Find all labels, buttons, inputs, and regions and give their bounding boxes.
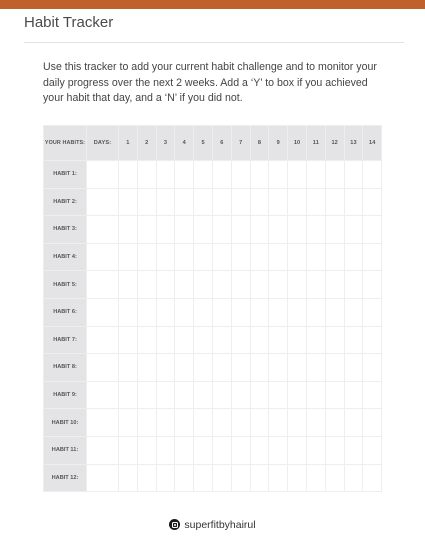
day-cell[interactable] (363, 437, 381, 464)
day-cell[interactable] (288, 327, 306, 354)
habit-name-cell[interactable] (87, 382, 118, 409)
day-cell[interactable] (363, 271, 381, 298)
day-cell[interactable] (119, 382, 137, 409)
day-cell[interactable] (363, 299, 381, 326)
day-cell[interactable] (157, 409, 175, 436)
day-cell[interactable] (345, 354, 363, 381)
table-row (44, 244, 381, 271)
day-cell[interactable] (232, 216, 250, 243)
day-cell[interactable] (157, 437, 175, 464)
day-cell[interactable] (175, 299, 193, 326)
day-cell[interactable] (157, 382, 175, 409)
day-cell[interactable] (119, 437, 137, 464)
day-cell[interactable] (175, 161, 193, 188)
day-cell[interactable] (307, 437, 325, 464)
day-header-13: 13 (345, 126, 363, 160)
day-header-7: 7 (232, 126, 250, 160)
day-cell[interactable] (213, 161, 231, 188)
day-cell[interactable] (213, 354, 231, 381)
day-cell[interactable] (138, 271, 156, 298)
day-cell[interactable] (213, 409, 231, 436)
day-cell[interactable] (194, 437, 212, 464)
day-cell[interactable] (326, 299, 344, 326)
day-cell[interactable] (194, 382, 212, 409)
day-cell[interactable] (119, 409, 137, 436)
day-cell[interactable] (157, 271, 175, 298)
day-cell[interactable] (345, 327, 363, 354)
day-cell[interactable] (157, 465, 175, 492)
day-cell[interactable] (213, 437, 231, 464)
day-cell[interactable] (194, 354, 212, 381)
day-cell[interactable] (138, 465, 156, 492)
day-cell[interactable] (138, 161, 156, 188)
day-header-12: 12 (326, 126, 344, 160)
day-cell[interactable] (363, 382, 381, 409)
day-cell[interactable] (157, 299, 175, 326)
day-cell[interactable] (232, 161, 250, 188)
habit-row-label: HABIT 3: (44, 216, 86, 243)
habit-row-label: HABIT 6: (44, 299, 86, 326)
day-cell[interactable] (345, 299, 363, 326)
day-cell[interactable] (232, 327, 250, 354)
day-cell[interactable] (175, 327, 193, 354)
habit-name-cell[interactable] (87, 161, 118, 188)
day-cell[interactable] (307, 409, 325, 436)
day-cell[interactable] (288, 354, 306, 381)
day-cell[interactable] (345, 271, 363, 298)
day-cell[interactable] (288, 161, 306, 188)
day-cell[interactable] (213, 299, 231, 326)
day-cell[interactable] (119, 161, 137, 188)
footer (0, 519, 425, 531)
day-cell[interactable] (232, 271, 250, 298)
habit-name-cell[interactable] (87, 465, 118, 492)
day-cell[interactable] (345, 382, 363, 409)
day-cell[interactable] (345, 465, 363, 492)
day-cell[interactable] (326, 327, 344, 354)
day-cell[interactable] (326, 465, 344, 492)
day-cell[interactable] (269, 271, 287, 298)
habit-name-cell[interactable] (87, 244, 118, 271)
days-column-header: DAYS: (87, 126, 118, 160)
day-cell[interactable] (157, 216, 175, 243)
day-cell[interactable] (269, 244, 287, 271)
day-cell[interactable] (194, 216, 212, 243)
day-cell[interactable] (251, 216, 269, 243)
day-cell[interactable] (232, 299, 250, 326)
table-row (44, 271, 381, 298)
day-cell[interactable] (326, 382, 344, 409)
day-cell[interactable] (157, 189, 175, 216)
day-cell[interactable] (251, 409, 269, 436)
day-cell[interactable] (194, 271, 212, 298)
day-cell[interactable] (194, 161, 212, 188)
day-cell[interactable] (138, 189, 156, 216)
day-header-1: 1 (119, 126, 137, 160)
day-cell[interactable] (307, 244, 325, 271)
day-cell[interactable] (363, 244, 381, 271)
day-cell[interactable] (232, 189, 250, 216)
day-cell[interactable] (251, 189, 269, 216)
footer-handle: superfitbyhairul (184, 519, 256, 531)
top-accent-bar (0, 0, 425, 9)
day-cell[interactable] (288, 437, 306, 464)
title-divider (24, 42, 404, 43)
page-title: Habit Tracker (24, 14, 114, 31)
day-cell[interactable] (307, 465, 325, 492)
day-header-9: 9 (269, 126, 287, 160)
day-cell[interactable] (251, 299, 269, 326)
table-row (44, 465, 381, 492)
day-cell[interactable] (345, 437, 363, 464)
day-cell[interactable] (269, 382, 287, 409)
day-cell[interactable] (213, 189, 231, 216)
day-header-8: 8 (251, 126, 269, 160)
day-cell[interactable] (363, 409, 381, 436)
day-cell[interactable] (326, 244, 344, 271)
day-cell[interactable] (119, 327, 137, 354)
day-header-14: 14 (363, 126, 381, 160)
day-cell[interactable] (307, 382, 325, 409)
day-cell[interactable] (363, 161, 381, 188)
day-cell[interactable] (326, 271, 344, 298)
table-row (44, 299, 381, 326)
habit-name-cell[interactable] (87, 216, 118, 243)
day-cell[interactable] (175, 437, 193, 464)
day-cell[interactable] (251, 437, 269, 464)
day-cell[interactable] (326, 161, 344, 188)
day-header-3: 3 (157, 126, 175, 160)
habit-row-label: HABIT 1: (44, 161, 86, 188)
day-cell[interactable] (119, 189, 137, 216)
day-cell[interactable] (251, 327, 269, 354)
day-cell[interactable] (307, 271, 325, 298)
habit-row-label: HABIT 9: (44, 382, 86, 409)
habit-name-cell[interactable] (87, 271, 118, 298)
day-cell[interactable] (326, 437, 344, 464)
day-cell[interactable] (269, 327, 287, 354)
day-cell[interactable] (194, 244, 212, 271)
day-cell[interactable] (138, 299, 156, 326)
day-cell[interactable] (194, 189, 212, 216)
day-cell[interactable] (213, 244, 231, 271)
day-cell[interactable] (269, 216, 287, 243)
table-row (44, 354, 381, 381)
day-cell[interactable] (288, 409, 306, 436)
day-cell[interactable] (175, 189, 193, 216)
day-cell[interactable] (307, 299, 325, 326)
day-cell[interactable] (232, 465, 250, 492)
day-cell[interactable] (251, 271, 269, 298)
day-cell[interactable] (363, 189, 381, 216)
habit-name-cell[interactable] (87, 299, 118, 326)
table-row (44, 189, 381, 216)
habit-name-cell[interactable] (87, 189, 118, 216)
habits-column-header: YOUR HABITS: (44, 126, 86, 160)
day-cell[interactable] (213, 216, 231, 243)
day-cell[interactable] (251, 465, 269, 492)
day-cell[interactable] (119, 271, 137, 298)
day-cell[interactable] (363, 327, 381, 354)
habit-row-label: HABIT 8: (44, 354, 86, 381)
habit-row-label: HABIT 7: (44, 327, 86, 354)
day-cell[interactable] (326, 354, 344, 381)
day-header-11: 11 (307, 126, 325, 160)
day-cell[interactable] (175, 409, 193, 436)
day-cell[interactable] (307, 354, 325, 381)
table-row (44, 327, 381, 354)
day-cell[interactable] (194, 465, 212, 492)
day-cell[interactable] (194, 327, 212, 354)
day-cell[interactable] (345, 244, 363, 271)
day-cell[interactable] (251, 161, 269, 188)
day-cell[interactable] (157, 354, 175, 381)
day-cell[interactable] (307, 189, 325, 216)
day-cell[interactable] (363, 354, 381, 381)
day-cell[interactable] (232, 437, 250, 464)
day-cell[interactable] (288, 189, 306, 216)
day-cell[interactable] (345, 161, 363, 188)
day-cell[interactable] (326, 409, 344, 436)
day-cell[interactable] (157, 244, 175, 271)
day-cell[interactable] (288, 216, 306, 243)
day-cell[interactable] (138, 216, 156, 243)
habit-row-label: HABIT 11: (44, 437, 86, 464)
day-cell[interactable] (138, 354, 156, 381)
habit-tracker-table (43, 125, 382, 492)
day-cell[interactable] (157, 327, 175, 354)
day-cell[interactable] (345, 216, 363, 243)
day-cell[interactable] (138, 437, 156, 464)
day-cell[interactable] (119, 354, 137, 381)
day-cell[interactable] (119, 465, 137, 492)
habit-row-label: HABIT 10: (44, 409, 86, 436)
day-cell[interactable] (175, 244, 193, 271)
day-cell[interactable] (232, 244, 250, 271)
table-header-row (44, 126, 381, 160)
habit-name-cell[interactable] (87, 437, 118, 464)
day-cell[interactable] (175, 216, 193, 243)
day-cell[interactable] (119, 216, 137, 243)
day-cell[interactable] (232, 409, 250, 436)
day-cell[interactable] (345, 409, 363, 436)
day-cell[interactable] (251, 382, 269, 409)
day-cell[interactable] (175, 465, 193, 492)
day-cell[interactable] (138, 382, 156, 409)
day-header-10: 10 (288, 126, 306, 160)
day-cell[interactable] (288, 299, 306, 326)
day-cell[interactable] (175, 271, 193, 298)
habit-row-label: HABIT 4: (44, 244, 86, 271)
day-cell[interactable] (269, 354, 287, 381)
day-cell[interactable] (213, 327, 231, 354)
table-row (44, 409, 381, 436)
day-cell[interactable] (138, 244, 156, 271)
day-cell[interactable] (307, 327, 325, 354)
day-cell[interactable] (288, 465, 306, 492)
table-row (44, 437, 381, 464)
day-cell[interactable] (269, 409, 287, 436)
day-cell[interactable] (232, 382, 250, 409)
day-cell[interactable] (307, 216, 325, 243)
day-cell[interactable] (269, 465, 287, 492)
day-cell[interactable] (288, 271, 306, 298)
habit-name-cell[interactable] (87, 354, 118, 381)
intro-text: Use this tracker to add your current habit challenge and to monitor your daily progress over the next 2 weeks. Add a ‘Y’ to box if you achieved your habit that day, and a ‘N’ if you did not. (43, 61, 377, 104)
day-cell[interactable] (251, 354, 269, 381)
day-cell[interactable] (157, 161, 175, 188)
day-cell[interactable] (194, 409, 212, 436)
day-cell[interactable] (213, 382, 231, 409)
day-cell[interactable] (213, 271, 231, 298)
day-cell[interactable] (175, 382, 193, 409)
day-cell[interactable] (307, 161, 325, 188)
table-row (44, 161, 381, 188)
day-cell[interactable] (251, 244, 269, 271)
day-cell[interactable] (326, 216, 344, 243)
day-header-2: 2 (138, 126, 156, 160)
habit-name-cell[interactable] (87, 409, 118, 436)
day-cell[interactable] (363, 216, 381, 243)
habit-row-label: HABIT 5: (44, 271, 86, 298)
table-row (44, 216, 381, 243)
day-cell[interactable] (269, 437, 287, 464)
day-cell[interactable] (269, 299, 287, 326)
day-cell[interactable] (232, 354, 250, 381)
habit-name-cell[interactable] (87, 327, 118, 354)
day-cell[interactable] (345, 189, 363, 216)
instagram-icon (169, 519, 180, 530)
day-cell[interactable] (119, 244, 137, 271)
table-row (44, 382, 381, 409)
day-cell[interactable] (288, 382, 306, 409)
day-header-4: 4 (175, 126, 193, 160)
habit-row-label: HABIT 12: (44, 465, 86, 492)
day-header-6: 6 (213, 126, 231, 160)
day-cell[interactable] (175, 354, 193, 381)
day-header-5: 5 (194, 126, 212, 160)
day-cell[interactable] (363, 465, 381, 492)
day-cell[interactable] (269, 189, 287, 216)
day-cell[interactable] (288, 244, 306, 271)
day-cell[interactable] (269, 161, 287, 188)
day-cell[interactable] (138, 327, 156, 354)
habit-row-label: HABIT 2: (44, 189, 86, 216)
day-cell[interactable] (138, 409, 156, 436)
day-cell[interactable] (119, 299, 137, 326)
day-cell[interactable] (194, 299, 212, 326)
day-cell[interactable] (326, 189, 344, 216)
day-cell[interactable] (213, 465, 231, 492)
